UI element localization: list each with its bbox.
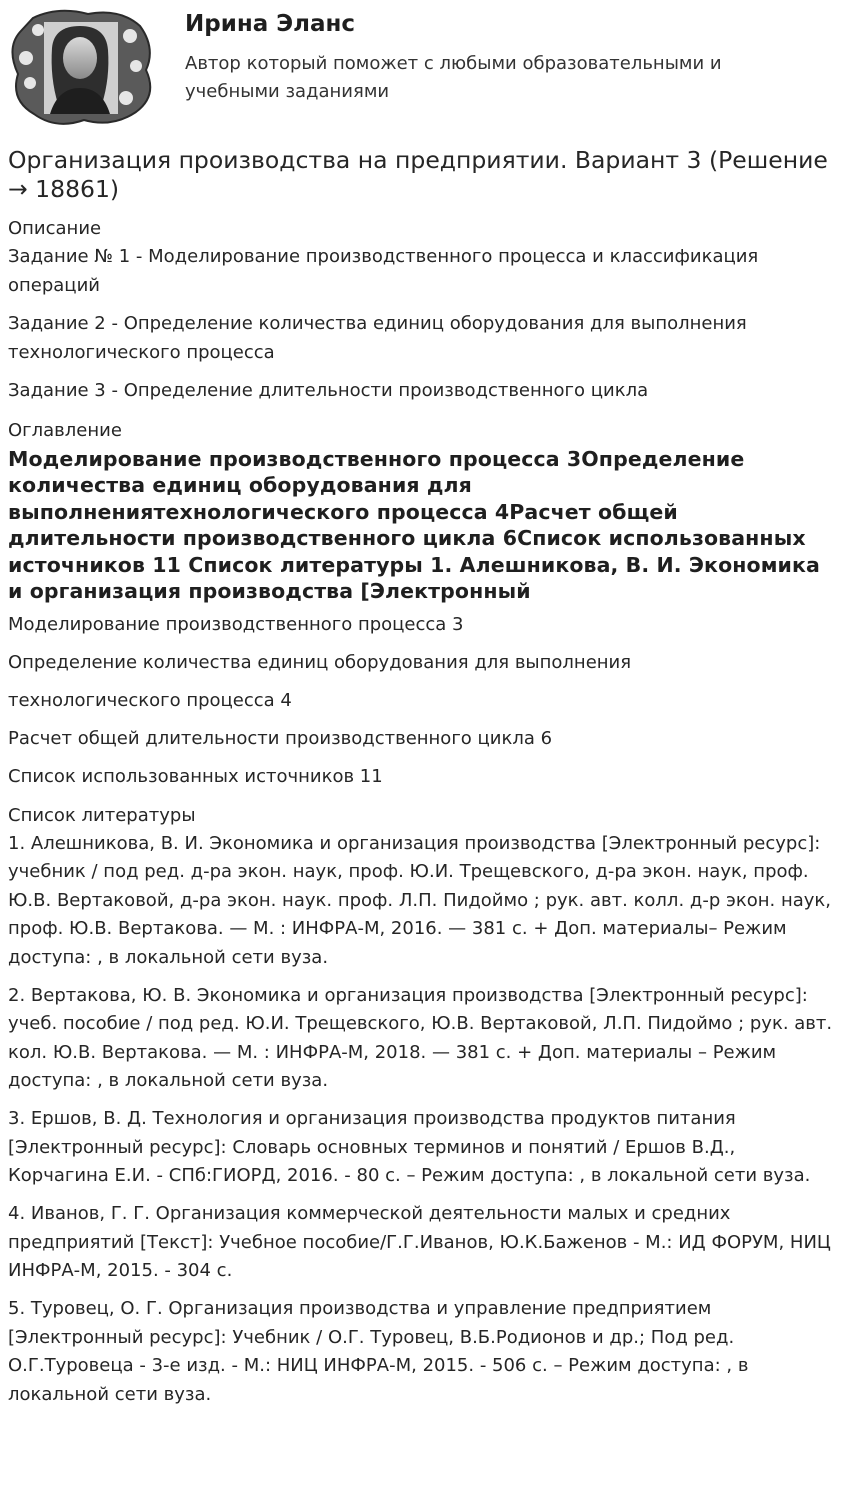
literature-label: Список литературы [8, 804, 196, 826]
reference-item: 3. Ершов, В. Д. Технология и организация производства продуктов питания [Электронный ресурс]: Словарь основных терминов и понятий / Ершов В.Д., Корчагина Е.И. - СПб:ГИОРД, 2016. - 80 с. – Режим доступа: , в локальной сети вуза. [8, 1108, 811, 1186]
author-description: Автор который поможет с любыми образовательными и учебными заданиями [185, 53, 722, 102]
task-item: Задание 3 - Определение длительности производственного цикла [8, 380, 649, 401]
task-item: Задание 2 - Определение количества единиц оборудования для выполнения технологического процесса [8, 313, 747, 363]
toc-summary: Моделирование производственного процесса 3Определение количества единиц оборудования для выполнениятехнологического процесса 4Расчет общей длительности производственного цикла 6Список использованных источников 11 Список литературы 1. Алешникова, В. И. Экономика и организация производства [Электронный [8, 446, 820, 603]
reference-item: 2. Вертакова, Ю. В. Экономика и организация производства [Электронный ресурс]: учеб. пособие / под ред. Ю.И. Трещевского, Ю.В. Вертаковой, Л.П. Пидоймо ; рук. авт. кол. Ю.В. Вертакова. — М. : ИНФРА-М, 2018. — 381 с. + Доп. материалы – Режим доступа: , в локальной сети вуза. [8, 984, 833, 1091]
reference-item: 1. Алешникова, В. И. Экономика и организация производства [Электронный ресурс]: учебник / под ред. д-ра экон. наук, проф. Ю.И. Трещевского, д-ра экон. наук, проф. Ю.В. Вертаковой, д-ра экон. наук. проф. Л.П. Пидоймо ; рук. авт. колл. д-р экон. наук, проф. Ю.В. Вертакова. — М. : ИНФРА-М, 2016. — 381 с. + Доп. материалы– Режим доступа: , в локальной сети вуза. [8, 832, 831, 968]
document-body [8, 214, 833, 1419]
toc-item: Список использованных источников 11 [8, 765, 383, 787]
page-title: Организация производства на предприятии. Вариант 3 (Решение → 18861) [8, 146, 828, 203]
author-name[interactable]: Ирина Эланс [185, 11, 356, 37]
task-item: Задание № 1 - Моделирование производственного процесса и классификация операций [8, 246, 759, 296]
reference-item: 4. Иванов, Г. Г. Организация коммерческой деятельности малых и средних предприятий [Текст]: Учебное пособие/Г.Г.Иванов, Ю.К.Баженов - М.: ИД ФОРУМ, НИЦ ИНФРА-М, 2015. - 304 с. [8, 1203, 831, 1281]
description-label: Описание [8, 218, 102, 239]
toc-item: технологического процесса 4 [8, 689, 292, 711]
toc-item: Определение количества единиц оборудования для выполнения [8, 651, 632, 673]
reference-item: 5. Туровец, О. Г. Организация производства и управление предприятием [Электронный ресурс]: Учебник / О.Г. Туровец, В.Б.Родионов и др.; Под ред. О.Г.Туровеца - 3-е изд. - М.: НИЦ ИНФРА-М, 2015. - 506 с. – Режим доступа: , в локальной сети вуза. [8, 1298, 749, 1405]
toc-item: Расчет общей длительности производственного цикла 6 [8, 727, 553, 749]
toc-item: Моделирование производственного процесса 3 [8, 613, 464, 635]
author-card [8, 8, 838, 128]
toc-label: Оглавление [8, 419, 122, 441]
author-avatar [8, 8, 154, 126]
